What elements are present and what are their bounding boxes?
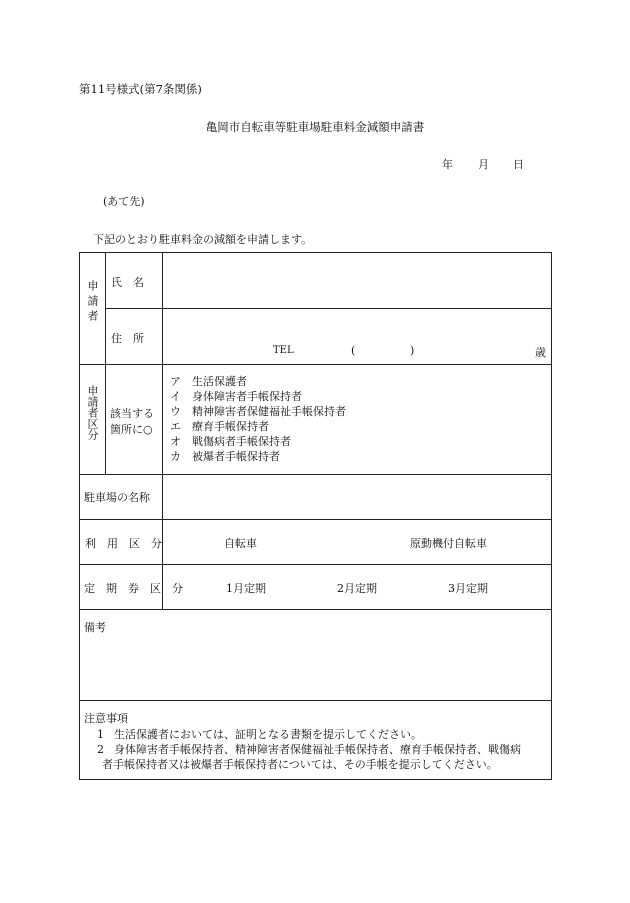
usage-option-bicycle[interactable]: 自転車	[224, 537, 257, 550]
date-month-label: 月	[478, 158, 489, 171]
category-item[interactable]	[170, 449, 346, 464]
category-item-mark: オ	[170, 435, 181, 448]
address-field[interactable]	[164, 310, 550, 363]
address-label: 住 所	[111, 332, 144, 345]
date-year-label: 年	[442, 158, 453, 171]
category-item[interactable]	[170, 404, 346, 419]
form-title: 亀岡市自転車等駐車場駐車料金減額申請書	[205, 120, 425, 134]
remarks-field[interactable]	[81, 635, 550, 699]
parking-name-label: 駐車場の名称	[84, 491, 150, 504]
notes-title: 注意事項	[84, 712, 128, 725]
pass-option-1month[interactable]: 1月定期	[226, 582, 266, 595]
usage-option-moped[interactable]: 原動機付自転車	[410, 537, 487, 550]
date-day-label: 日	[513, 158, 524, 171]
category-item-text: 療育手帳保持者	[192, 420, 269, 433]
category-item-text: 生活保護者	[192, 375, 247, 388]
category-item[interactable]	[170, 419, 346, 434]
category-item-mark: ア	[170, 375, 181, 388]
category-item-mark: エ	[170, 420, 181, 433]
category-section-label: 申請者区分	[86, 385, 99, 440]
usage-label: 利 用 区 分	[85, 537, 162, 550]
tel-paren-open: (	[351, 344, 356, 357]
intro-text: 下記のとおり駐車料金の減額を申請します。	[93, 233, 313, 246]
pass-option-2month[interactable]: 2月定期	[337, 582, 377, 595]
pass-label: 定 期 券 区 分	[84, 582, 183, 595]
category-item-mark: ウ	[170, 405, 181, 418]
form-number: 第11号様式(第7条関係)	[79, 82, 202, 96]
category-item[interactable]	[170, 389, 346, 404]
tel-label: TEL	[273, 345, 294, 356]
category-item-text: 戦傷病者手帳保持者	[192, 435, 291, 448]
age-label: 歳	[535, 346, 546, 359]
category-item-mark: カ	[170, 450, 181, 463]
category-instruction-line2: 箇所に○	[110, 423, 153, 436]
category-instruction-line1: 該当する	[110, 407, 154, 420]
pass-option-3month[interactable]: 3月定期	[448, 582, 488, 595]
category-item-text: 被爆者手帳保持者	[192, 450, 280, 463]
category-list	[170, 374, 346, 464]
category-item-text: 身体障害者手帳保持者	[192, 390, 302, 403]
applicant-section-label: 申請者	[86, 280, 99, 325]
addressee-label: (あて先)	[103, 195, 145, 208]
notes-item2-line1: 身体障害者手帳保持者、精神障害者保健福祉手帳保持者、療育手帳保持者、戦傷病	[114, 743, 521, 756]
notes-item1-number: 1	[97, 728, 104, 741]
category-item[interactable]	[170, 434, 346, 449]
notes-item2-line2: 者手帳保持者又は被爆者手帳保持者については、その手帳を提示してください。	[102, 758, 498, 771]
notes-item1-text: 生活保護者においては、証明となる書類を提示してください。	[114, 728, 422, 741]
name-label: 氏 名	[111, 276, 144, 289]
category-item-text: 精神障害者保健福祉手帳保持者	[192, 405, 346, 418]
parking-name-field[interactable]	[164, 476, 550, 518]
category-item-mark: イ	[170, 390, 181, 403]
remarks-label: 備考	[84, 621, 106, 634]
name-field[interactable]	[164, 254, 550, 307]
notes-item2-number: 2	[97, 743, 104, 756]
tel-paren-close: )	[410, 344, 415, 357]
category-item[interactable]	[170, 374, 346, 389]
